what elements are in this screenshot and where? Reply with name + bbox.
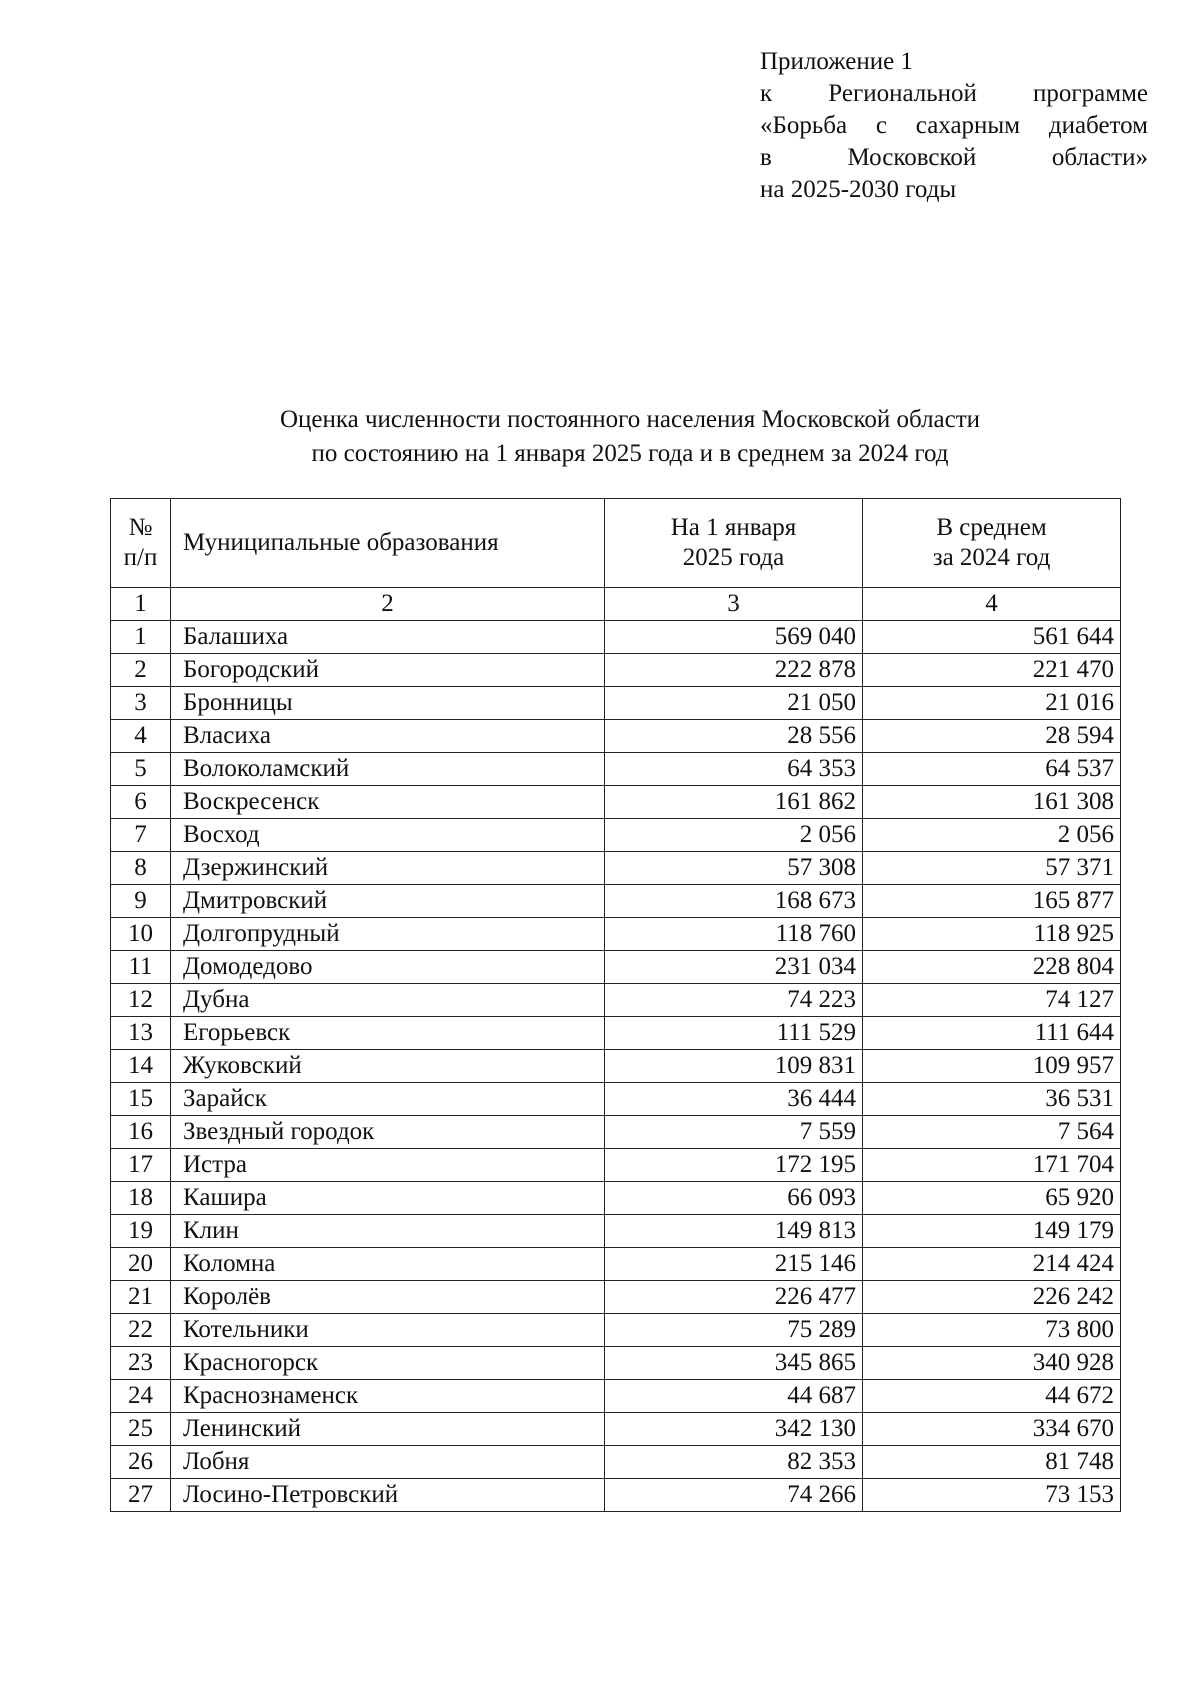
row-municipality-name: Котельники bbox=[171, 1314, 605, 1347]
table-row bbox=[111, 1248, 1121, 1281]
row-number: 23 bbox=[111, 1347, 171, 1380]
row-municipality-name: Истра bbox=[171, 1149, 605, 1182]
row-population-avg-2024: 340 928 bbox=[863, 1347, 1121, 1380]
row-municipality-name: Дзержинский bbox=[171, 852, 605, 885]
row-municipality-name: Бронницы bbox=[171, 687, 605, 720]
row-number: 26 bbox=[111, 1446, 171, 1479]
row-population-avg-2024: 7 564 bbox=[863, 1116, 1121, 1149]
table-row bbox=[111, 753, 1121, 786]
row-population-jan-2025: 118 760 bbox=[605, 918, 863, 951]
row-population-jan-2025: 149 813 bbox=[605, 1215, 863, 1248]
row-number: 15 bbox=[111, 1083, 171, 1116]
row-population-avg-2024: 28 594 bbox=[863, 720, 1121, 753]
table-row bbox=[111, 687, 1121, 720]
header-avg-2024 bbox=[863, 499, 1121, 588]
row-population-avg-2024: 109 957 bbox=[863, 1050, 1121, 1083]
row-population-avg-2024: 44 672 bbox=[863, 1380, 1121, 1413]
row-population-avg-2024: 149 179 bbox=[863, 1215, 1121, 1248]
row-municipality-name: Лобня bbox=[171, 1446, 605, 1479]
row-number: 25 bbox=[111, 1413, 171, 1446]
table-header-row bbox=[111, 499, 1121, 588]
row-municipality-name: Клин bbox=[171, 1215, 605, 1248]
row-population-avg-2024: 74 127 bbox=[863, 984, 1121, 1017]
row-municipality-name: Жуковский bbox=[171, 1050, 605, 1083]
row-number: 14 bbox=[111, 1050, 171, 1083]
row-population-jan-2025: 7 559 bbox=[605, 1116, 863, 1149]
row-population-avg-2024: 334 670 bbox=[863, 1413, 1121, 1446]
table-row bbox=[111, 1347, 1121, 1380]
row-population-avg-2024: 81 748 bbox=[863, 1446, 1121, 1479]
row-population-avg-2024: 214 424 bbox=[863, 1248, 1121, 1281]
row-number: 2 bbox=[111, 654, 171, 687]
row-municipality-name: Воскресенск bbox=[171, 786, 605, 819]
row-municipality-name: Долгопрудный bbox=[171, 918, 605, 951]
table-row bbox=[111, 1281, 1121, 1314]
appendix-line-4: в Московской области» bbox=[760, 144, 1148, 171]
row-municipality-name: Королёв bbox=[171, 1281, 605, 1314]
row-number: 6 bbox=[111, 786, 171, 819]
appendix-line-1: Приложение 1 bbox=[760, 48, 913, 75]
row-population-avg-2024: 561 644 bbox=[863, 621, 1121, 654]
row-population-avg-2024: 65 920 bbox=[863, 1182, 1121, 1215]
row-population-avg-2024: 73 153 bbox=[863, 1479, 1121, 1512]
row-number: 19 bbox=[111, 1215, 171, 1248]
row-population-avg-2024: 36 531 bbox=[863, 1083, 1121, 1116]
header-avg-2024-line-1: В среднем bbox=[936, 514, 1047, 541]
header-avg-2024-line-2: за 2024 год bbox=[932, 544, 1051, 571]
row-population-avg-2024: 73 800 bbox=[863, 1314, 1121, 1347]
row-population-avg-2024: 161 308 bbox=[863, 786, 1121, 819]
appendix-header bbox=[760, 46, 1148, 206]
document-title-line-2: по состоянию на 1 января 2025 года и в среднем за 2024 год bbox=[311, 440, 949, 467]
table-row bbox=[111, 885, 1121, 918]
table-row bbox=[111, 951, 1121, 984]
row-population-jan-2025: 75 289 bbox=[605, 1314, 863, 1347]
row-number: 5 bbox=[111, 753, 171, 786]
table-row bbox=[111, 1215, 1121, 1248]
row-number: 16 bbox=[111, 1116, 171, 1149]
row-number: 27 bbox=[111, 1479, 171, 1512]
row-municipality-name: Егорьевск bbox=[171, 1017, 605, 1050]
row-municipality-name: Ленинский bbox=[171, 1413, 605, 1446]
table-row bbox=[111, 1050, 1121, 1083]
table-row bbox=[111, 654, 1121, 687]
row-number: 9 bbox=[111, 885, 171, 918]
appendix-line-5: на 2025-2030 годы bbox=[760, 176, 957, 203]
header-jan-2025-line-2: 2025 года bbox=[682, 544, 785, 571]
row-population-jan-2025: 82 353 bbox=[605, 1446, 863, 1479]
row-population-jan-2025: 2 056 bbox=[605, 819, 863, 852]
header-number bbox=[111, 499, 171, 588]
row-population-avg-2024: 111 644 bbox=[863, 1017, 1121, 1050]
table-row bbox=[111, 1314, 1121, 1347]
row-municipality-name: Зарайск bbox=[171, 1083, 605, 1116]
row-population-jan-2025: 66 093 bbox=[605, 1182, 863, 1215]
header-number-symbol: № bbox=[128, 514, 153, 541]
row-number: 20 bbox=[111, 1248, 171, 1281]
row-population-jan-2025: 28 556 bbox=[605, 720, 863, 753]
column-number-2: 2 bbox=[171, 588, 605, 621]
row-municipality-name: Кашира bbox=[171, 1182, 605, 1215]
row-population-jan-2025: 57 308 bbox=[605, 852, 863, 885]
row-population-jan-2025: 74 223 bbox=[605, 984, 863, 1017]
row-population-jan-2025: 222 878 bbox=[605, 654, 863, 687]
column-number-row bbox=[111, 588, 1121, 621]
row-number: 3 bbox=[111, 687, 171, 720]
row-population-jan-2025: 36 444 bbox=[605, 1083, 863, 1116]
row-population-jan-2025: 161 862 bbox=[605, 786, 863, 819]
row-municipality-name: Лосино-Петровский bbox=[171, 1479, 605, 1512]
row-population-avg-2024: 221 470 bbox=[863, 654, 1121, 687]
row-population-jan-2025: 44 687 bbox=[605, 1380, 863, 1413]
appendix-line-3: «Борьба с сахарным диабетом bbox=[760, 112, 1148, 139]
table-row bbox=[111, 1182, 1121, 1215]
row-number: 17 bbox=[111, 1149, 171, 1182]
column-number-1: 1 bbox=[111, 588, 171, 621]
row-population-jan-2025: 168 673 bbox=[605, 885, 863, 918]
row-population-avg-2024: 21 016 bbox=[863, 687, 1121, 720]
row-municipality-name: Дмитровский bbox=[171, 885, 605, 918]
row-number: 8 bbox=[111, 852, 171, 885]
row-number: 12 bbox=[111, 984, 171, 1017]
row-number: 4 bbox=[111, 720, 171, 753]
row-municipality-name: Звездный городок bbox=[171, 1116, 605, 1149]
row-municipality-name: Власиха bbox=[171, 720, 605, 753]
row-population-jan-2025: 111 529 bbox=[605, 1017, 863, 1050]
row-population-avg-2024: 57 371 bbox=[863, 852, 1121, 885]
row-population-avg-2024: 118 925 bbox=[863, 918, 1121, 951]
table-row bbox=[111, 918, 1121, 951]
table-body bbox=[111, 621, 1121, 1512]
table-row bbox=[111, 1446, 1121, 1479]
row-population-jan-2025: 345 865 bbox=[605, 1347, 863, 1380]
table-row bbox=[111, 786, 1121, 819]
row-municipality-name: Балашиха bbox=[171, 621, 605, 654]
header-number-label: п/п bbox=[123, 544, 158, 571]
table-row bbox=[111, 1413, 1121, 1446]
row-municipality-name: Богородский bbox=[171, 654, 605, 687]
row-population-jan-2025: 172 195 bbox=[605, 1149, 863, 1182]
column-number-4: 4 bbox=[863, 588, 1121, 621]
row-number: 24 bbox=[111, 1380, 171, 1413]
row-number: 18 bbox=[111, 1182, 171, 1215]
table-row bbox=[111, 1083, 1121, 1116]
row-population-jan-2025: 231 034 bbox=[605, 951, 863, 984]
column-number-3: 3 bbox=[605, 588, 863, 621]
row-number: 10 bbox=[111, 918, 171, 951]
table-row bbox=[111, 1479, 1121, 1512]
row-population-jan-2025: 109 831 bbox=[605, 1050, 863, 1083]
row-population-avg-2024: 64 537 bbox=[863, 753, 1121, 786]
row-number: 22 bbox=[111, 1314, 171, 1347]
row-population-jan-2025: 226 477 bbox=[605, 1281, 863, 1314]
row-population-jan-2025: 74 266 bbox=[605, 1479, 863, 1512]
row-municipality-name: Дубна bbox=[171, 984, 605, 1017]
table-row bbox=[111, 1116, 1121, 1149]
table-row bbox=[111, 852, 1121, 885]
table-row bbox=[111, 819, 1121, 852]
row-number: 21 bbox=[111, 1281, 171, 1314]
document-title-line-1: Оценка численности постоянного населения Московской области bbox=[279, 406, 981, 433]
row-municipality-name: Домодедово bbox=[171, 951, 605, 984]
row-municipality-name: Красногорск bbox=[171, 1347, 605, 1380]
row-municipality-name: Волоколамский bbox=[171, 753, 605, 786]
table-row bbox=[111, 621, 1121, 654]
row-number: 1 bbox=[111, 621, 171, 654]
header-jan-2025 bbox=[605, 499, 863, 588]
row-population-avg-2024: 171 704 bbox=[863, 1149, 1121, 1182]
row-population-jan-2025: 64 353 bbox=[605, 753, 863, 786]
row-population-jan-2025: 215 146 bbox=[605, 1248, 863, 1281]
table-row bbox=[111, 1017, 1121, 1050]
row-population-jan-2025: 569 040 bbox=[605, 621, 863, 654]
appendix-line-2: к Региональной программе bbox=[760, 80, 1148, 107]
population-table bbox=[110, 498, 1121, 1512]
row-population-jan-2025: 21 050 bbox=[605, 687, 863, 720]
header-municipality: Муниципальные образования bbox=[171, 499, 605, 588]
row-population-avg-2024: 165 877 bbox=[863, 885, 1121, 918]
row-population-avg-2024: 228 804 bbox=[863, 951, 1121, 984]
row-municipality-name: Коломна bbox=[171, 1248, 605, 1281]
table-row bbox=[111, 1380, 1121, 1413]
document-title bbox=[0, 403, 1200, 471]
row-population-avg-2024: 2 056 bbox=[863, 819, 1121, 852]
row-number: 7 bbox=[111, 819, 171, 852]
table-row bbox=[111, 1149, 1121, 1182]
row-number: 13 bbox=[111, 1017, 171, 1050]
row-population-jan-2025: 342 130 bbox=[605, 1413, 863, 1446]
table-row bbox=[111, 720, 1121, 753]
row-population-avg-2024: 226 242 bbox=[863, 1281, 1121, 1314]
table-row bbox=[111, 984, 1121, 1017]
row-municipality-name: Восход bbox=[171, 819, 605, 852]
row-number: 11 bbox=[111, 951, 171, 984]
row-municipality-name: Краснознаменск bbox=[171, 1380, 605, 1413]
header-jan-2025-line-1: На 1 января bbox=[670, 514, 797, 541]
